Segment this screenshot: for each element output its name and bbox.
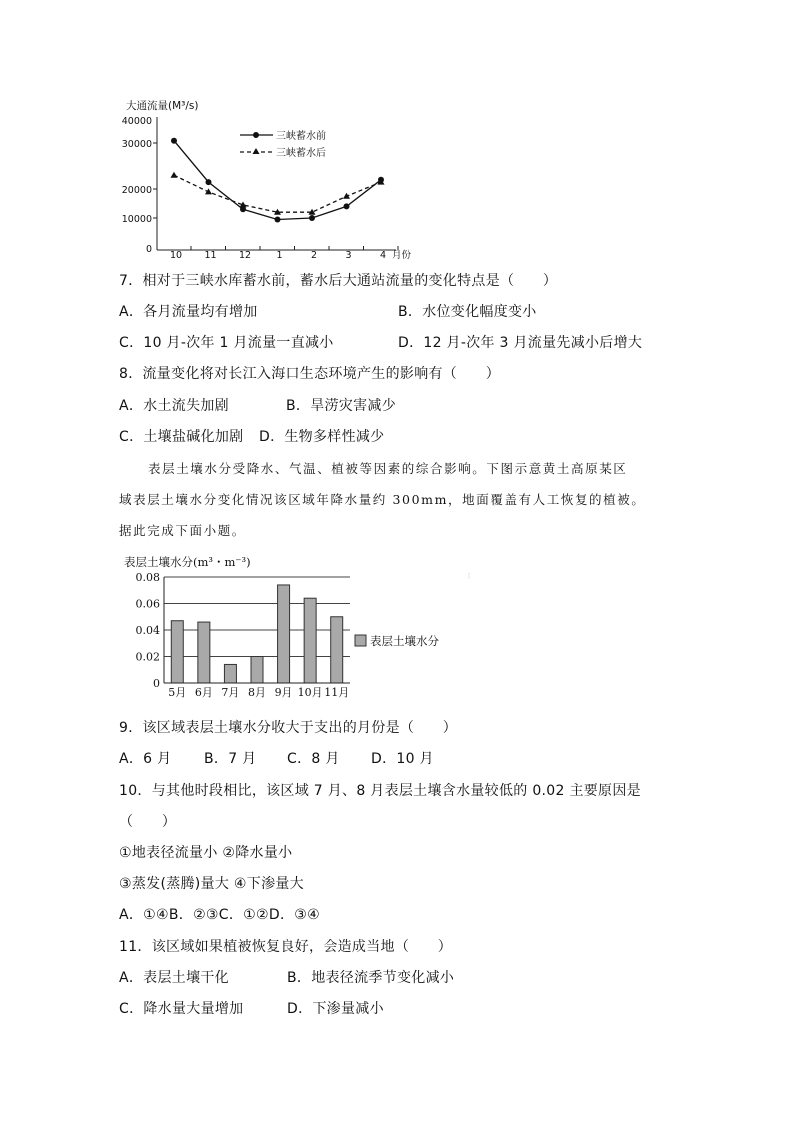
chart1-point-after (171, 172, 178, 178)
chart1-point-before (171, 138, 177, 144)
chart1-xtick-label: 11 (204, 250, 217, 261)
q10-paren: （ ） (119, 814, 177, 830)
chart2-xtick-label: 10月 (297, 686, 323, 699)
intro-line-3: 据此完成下面小题。 (119, 523, 246, 538)
flow-line-chart (110, 92, 430, 264)
chart1-xtick-label: 1 (276, 250, 283, 261)
chart1-series-line (174, 175, 381, 212)
chart1-ytick-label: 10000 (121, 214, 152, 225)
q7-stem: 7．相对于三峡水库蓄水前，蓄水后大通站流量的变化特点是（ ） (119, 273, 558, 289)
q11-stem: 11．该区域如果植被恢复良好，会造成当地（ ） (119, 939, 453, 955)
chart1-legend (240, 129, 326, 159)
intro-line-1: 表层土壤水分受降水、气温、植被等因素的综合影响。下图示意黄土高原某区 (148, 461, 628, 476)
q11-option-a[interactable]: A．表层土壤干化 (119, 970, 229, 986)
chart2-bar (198, 622, 210, 683)
q9-option-a[interactable]: A．6 月 (119, 751, 172, 767)
intro-line-2: 域表层土壤水分变化情况该区域年降水量约 300mm，地面覆盖有人工恢复的植被。 (119, 492, 646, 507)
q7-option-b[interactable]: B．水位变化幅度变小 (398, 304, 537, 320)
chart1-ytick-label: 20000 (121, 185, 152, 196)
chart2-xtick-label: 9月 (274, 686, 293, 699)
legend-swatch (355, 635, 366, 646)
q8-option-b[interactable]: B．旱涝灾害减少 (286, 398, 397, 414)
chart1-xtick-label: 3 (345, 250, 352, 261)
q8-option-d[interactable]: D．生物多样性减少 (259, 429, 385, 445)
legend-marker-before (253, 132, 259, 138)
soil-moisture-bar-chart (118, 548, 478, 706)
q8-option-a[interactable]: A．水土流失加剧 (119, 398, 229, 414)
chart1-xtick-label: 2 (310, 250, 318, 261)
chart1-ytick-label: 0 (145, 244, 152, 255)
q10-items-1-2: ①地表径流量小 ②降水量小 (119, 845, 293, 861)
chart1-xtick-label: 12 (238, 250, 252, 261)
q10-options[interactable]: A．①④B．②③C．①②D．③④ (119, 907, 320, 923)
chart2-ytick-label: 0.02 (135, 650, 160, 664)
chart1-ytick-label: 30000 (121, 139, 152, 150)
q7-option-a[interactable]: A．各月流量均有增加 (119, 304, 258, 320)
chart2-xtick-label: 5月 (168, 686, 187, 699)
chart1-point-before (206, 179, 212, 185)
q10-items-3-4: ③蒸发(蒸腾)量大 ④下渗量大 (119, 876, 304, 892)
q9-stem: 9．该区域表层土壤水分收大于支出的月份是（ ） (119, 720, 458, 736)
chart1-xunit: 月份 (392, 250, 412, 261)
chart1-ytick-label: 40000 (121, 116, 152, 127)
chart2-xtick-label: 11月 (324, 686, 350, 699)
chart2-bar (251, 657, 263, 684)
chart2-xtick-label: 7月 (221, 686, 240, 699)
edge-mark: ﹝ (465, 571, 475, 581)
chart1-point-before (344, 203, 350, 209)
chart2-bar (278, 585, 290, 683)
q8-stem: 8．流量变化将对长江入海口生态环境产生的影响有（ ） (119, 366, 501, 382)
q9-option-b[interactable]: B．7 月 (204, 751, 257, 767)
chart1-xtick-label: 4 (379, 250, 387, 261)
chart1-ylabel: 大通流量(M³/s) (126, 100, 199, 112)
chart1-point-before (275, 217, 281, 223)
chart2-ylabel: 表层土壤水分(m³・m⁻³) (124, 555, 251, 569)
q9-option-d[interactable]: D．10 月 (371, 751, 434, 767)
chart2-legend (355, 634, 439, 648)
chart2-bar (331, 617, 343, 683)
chart1-xtick-label: 10 (169, 250, 183, 261)
chart2-xtick-label: 6月 (194, 686, 213, 699)
chart2-xtick-label: 8月 (248, 686, 266, 699)
legend-label-before: 三峡蓄水前 (276, 131, 326, 142)
q11-option-d[interactable]: D．下渗量减小 (287, 1001, 384, 1017)
chart2-bar (171, 621, 183, 683)
chart2-ytick-label: 0.08 (135, 571, 160, 584)
legend-label-after: 三峡蓄水后 (276, 148, 326, 159)
q11-option-c[interactable]: C．降水量大量增加 (119, 1001, 244, 1017)
q7-option-d[interactable]: D．12 月-次年 3 月流量先减小后增大 (398, 335, 643, 351)
legend-marker-after (253, 148, 260, 154)
chart2-bar (304, 598, 316, 683)
q7-option-c[interactable]: C．10 月-次年 1 月流量一直减小 (119, 335, 334, 351)
chart2-ytick-label: 0.06 (135, 597, 160, 611)
chart1-point-before (309, 215, 315, 221)
chart2-bar (224, 664, 236, 683)
q11-option-b[interactable]: B．地表径流季节变化减小 (287, 970, 455, 986)
chart2-ytick-label: 0 (153, 677, 160, 690)
q10-stem: 10．与其他时段相比，该区域 7 月、8 月表层土壤含水量较低的 0.02 主要原因是 (119, 783, 641, 799)
q8-option-c[interactable]: C．土壤盐碱化加剧 (119, 429, 244, 445)
q9-option-c[interactable]: C．8 月 (287, 751, 340, 767)
legend-label: 表层土壤水分 (370, 634, 439, 648)
chart2-ytick-label: 0.04 (135, 624, 160, 637)
